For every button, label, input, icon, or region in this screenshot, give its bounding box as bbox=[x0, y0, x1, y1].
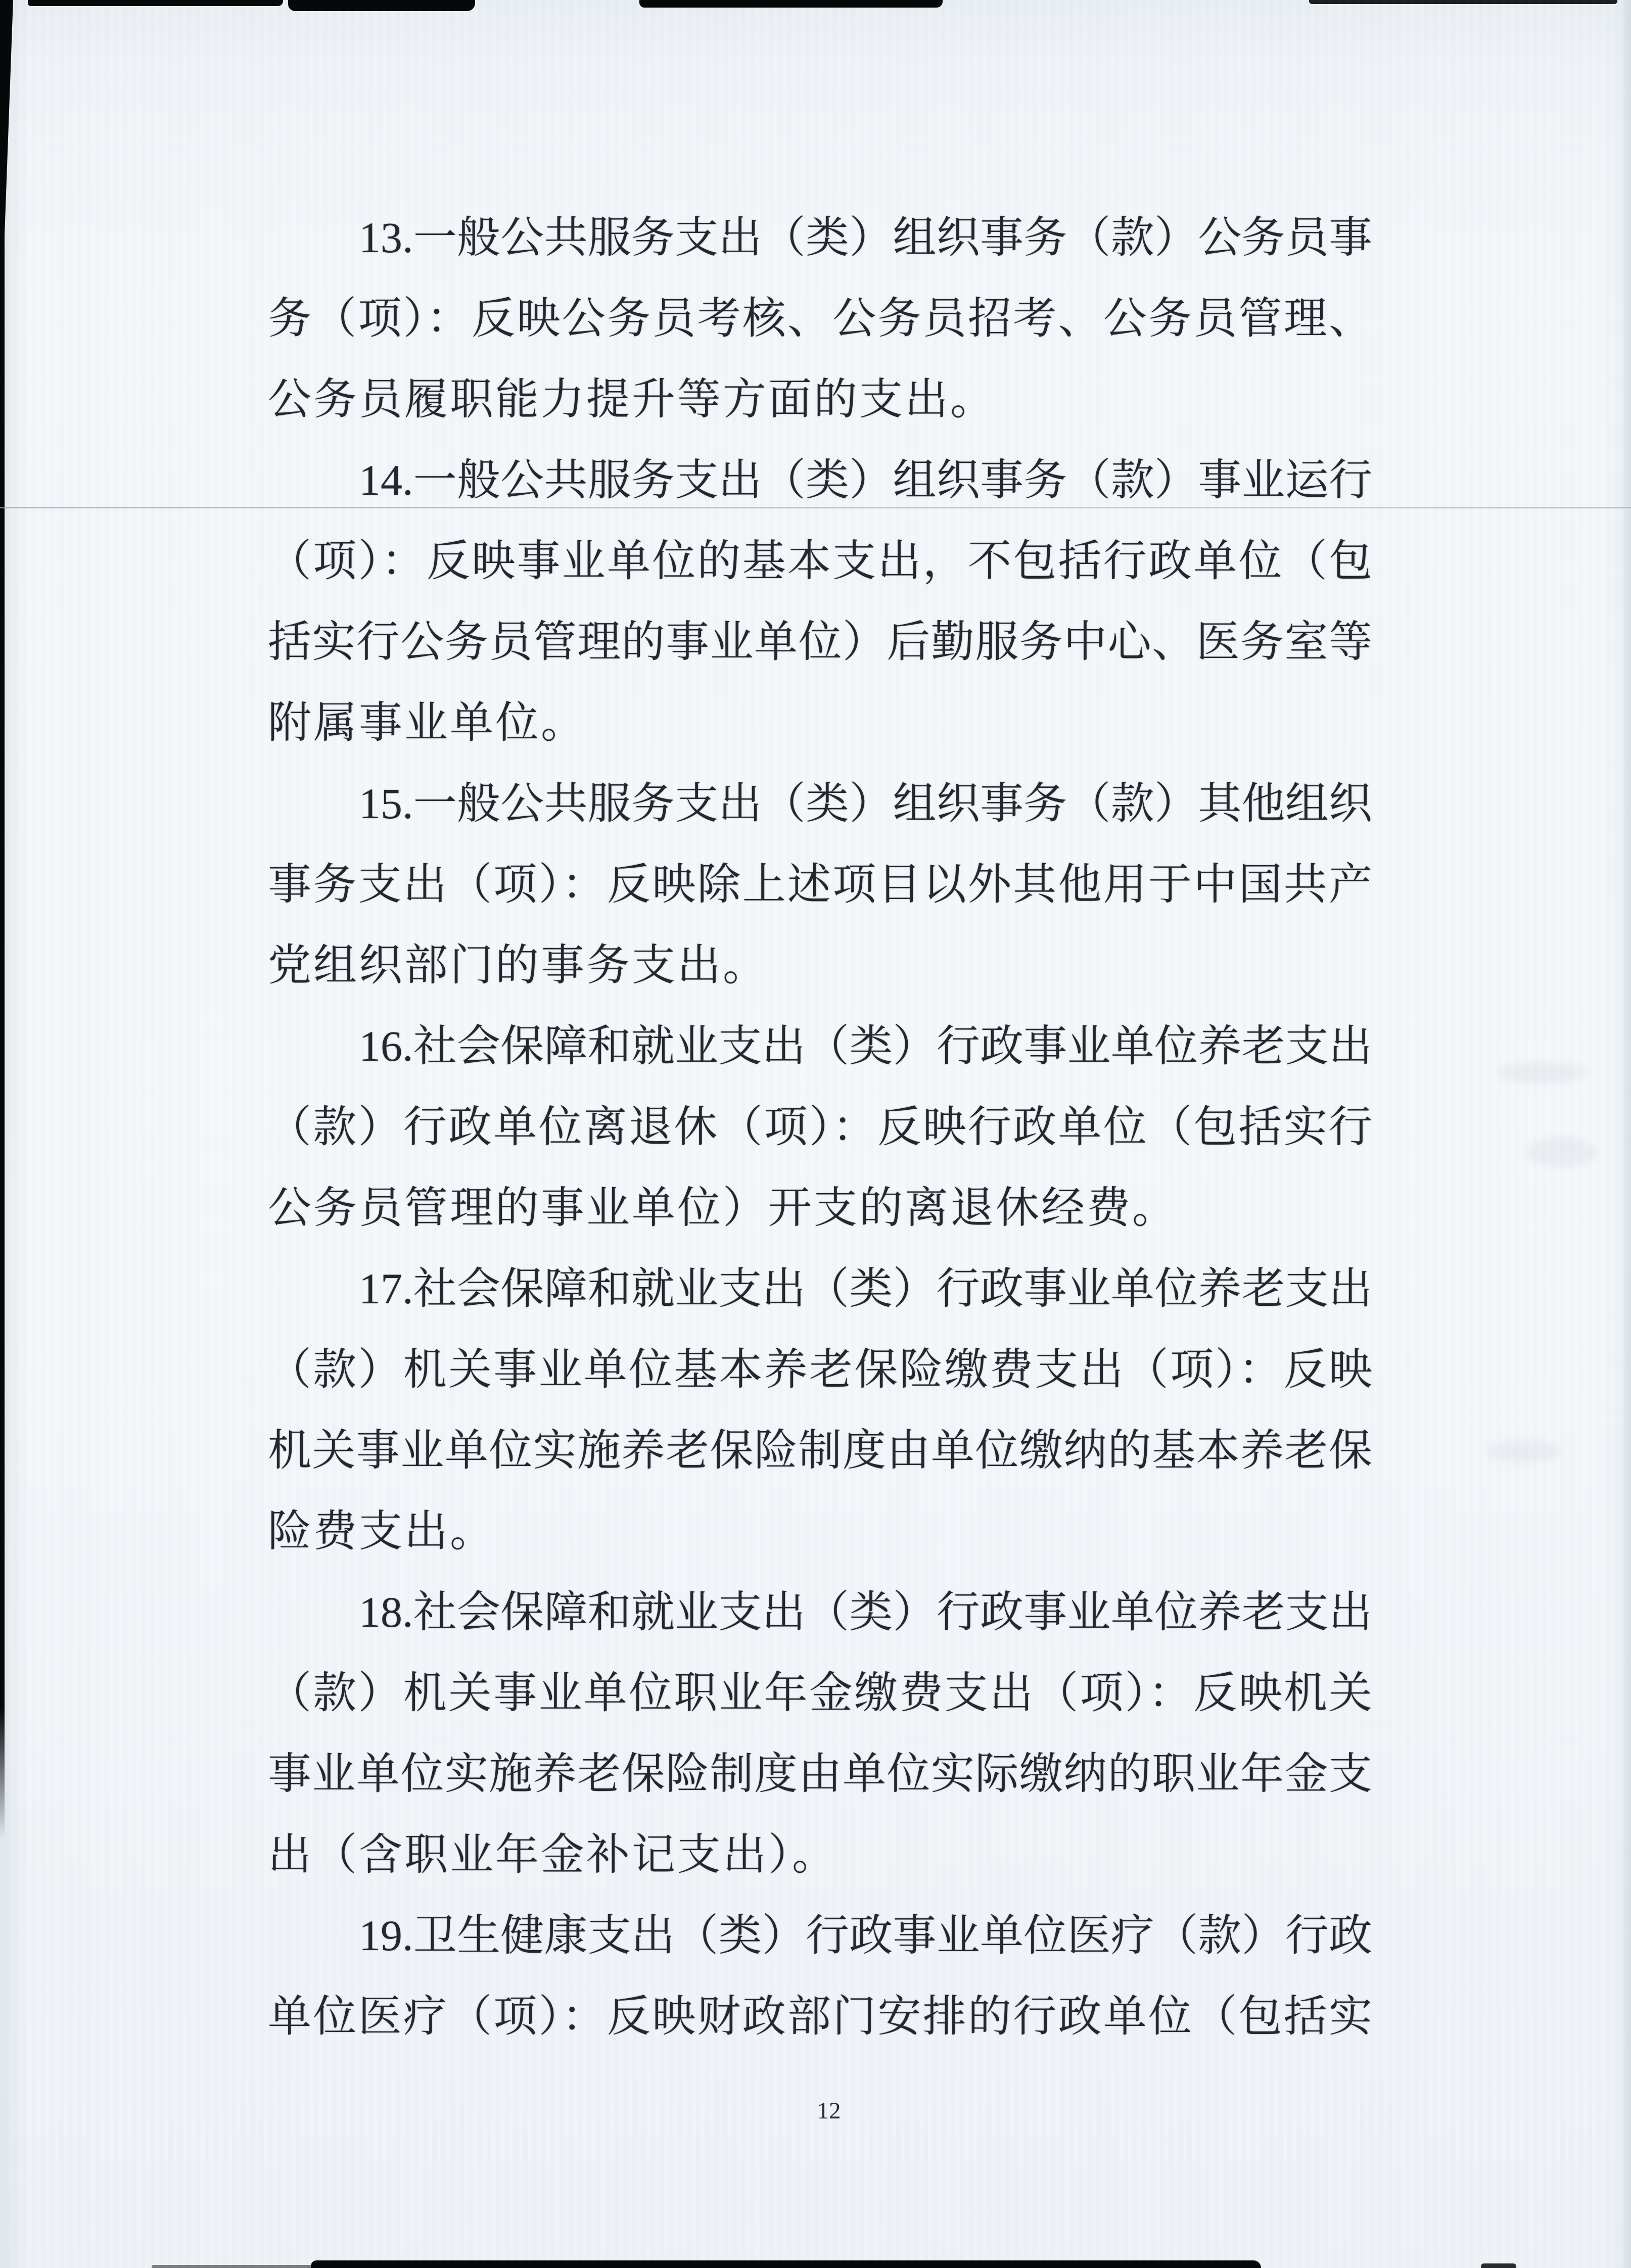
text-line: 17.社会保障和就业支出（类）行政事业单位养老支出 bbox=[359, 1264, 1372, 1313]
text-line: 14.一般公共服务支出（类）组织事务（款）事业运行 bbox=[359, 456, 1372, 504]
text-line: 13.一般公共服务支出（类）组织事务（款）公务员事 bbox=[359, 213, 1372, 262]
bleed-through-smudge bbox=[1526, 1137, 1597, 1167]
text-line: （款）机关事业单位职业年金缴费支出（项）：反映机关 bbox=[268, 1669, 1372, 1717]
text-line: 附属事业单位。 bbox=[268, 698, 586, 747]
text-line: 事业单位实施养老保险制度由单位实际缴纳的职业年金支 bbox=[268, 1750, 1372, 1798]
text-line: 16.社会保障和就业支出（类）行政事业单位养老支出 bbox=[359, 1022, 1372, 1070]
text-line: 单位医疗（项）：反映财政部门安排的行政单位（包括实 bbox=[268, 1992, 1372, 2041]
text-line: （款）机关事业单位基本养老保险缴费支出（项）：反映 bbox=[268, 1345, 1372, 1394]
text-line: （款）行政单位离退休（项）：反映行政单位（包括实行 bbox=[268, 1103, 1372, 1151]
text-line: 19.卫生健康支出（类）行政事业单位医疗（款）行政 bbox=[359, 1911, 1372, 1960]
text-line: 事务支出（项）：反映除上述项目以外其他用于中国共产 bbox=[268, 860, 1372, 909]
text-line: 18.社会保障和就业支出（类）行政事业单位养老支出 bbox=[359, 1588, 1372, 1636]
text-line: 括实行公务员管理的事业单位）后勤服务中心、医务室等 bbox=[268, 618, 1372, 666]
document-body bbox=[268, 197, 1372, 2057]
text-line: 机关事业单位实施养老保险制度由单位缴纳的基本养老保 bbox=[268, 1426, 1372, 1475]
text-line: （项）：反映事业单位的基本支出，不包括行政单位（包 bbox=[268, 537, 1372, 585]
scan-edge-top-artifact bbox=[288, 0, 475, 11]
bleed-through-smudge bbox=[1496, 1061, 1587, 1084]
bleed-through-smudge bbox=[1486, 1440, 1562, 1462]
scan-edge-bottom-artifact bbox=[311, 2260, 1261, 2268]
text-line: 公务员履职能力提升等方面的支出。 bbox=[268, 375, 996, 423]
scan-edge-bottom-artifact bbox=[1481, 2263, 1516, 2268]
scan-edge-top-artifact bbox=[1309, 0, 1617, 4]
page-number: 12 bbox=[817, 2098, 841, 2124]
text-line: 险费支出。 bbox=[268, 1507, 495, 1555]
text-line: 党组织部门的事务支出。 bbox=[268, 941, 768, 989]
scan-edge-top-artifact bbox=[28, 0, 283, 6]
text-line: 务（项）：反映公务员考核、公务员招考、公务员管理、 bbox=[268, 294, 1372, 343]
text-line: 公务员管理的事业单位）开支的离退休经费。 bbox=[268, 1184, 1178, 1232]
text-line: 出（含职业年金补记支出）。 bbox=[268, 1830, 837, 1879]
scan-edge-left-artifact bbox=[0, 0, 5, 1845]
scan-edge-bottom-artifact bbox=[152, 2265, 318, 2268]
text-line: 15.一般公共服务支出（类）组织事务（款）其他组织 bbox=[359, 779, 1372, 828]
scan-edge-top-artifact bbox=[639, 0, 943, 8]
